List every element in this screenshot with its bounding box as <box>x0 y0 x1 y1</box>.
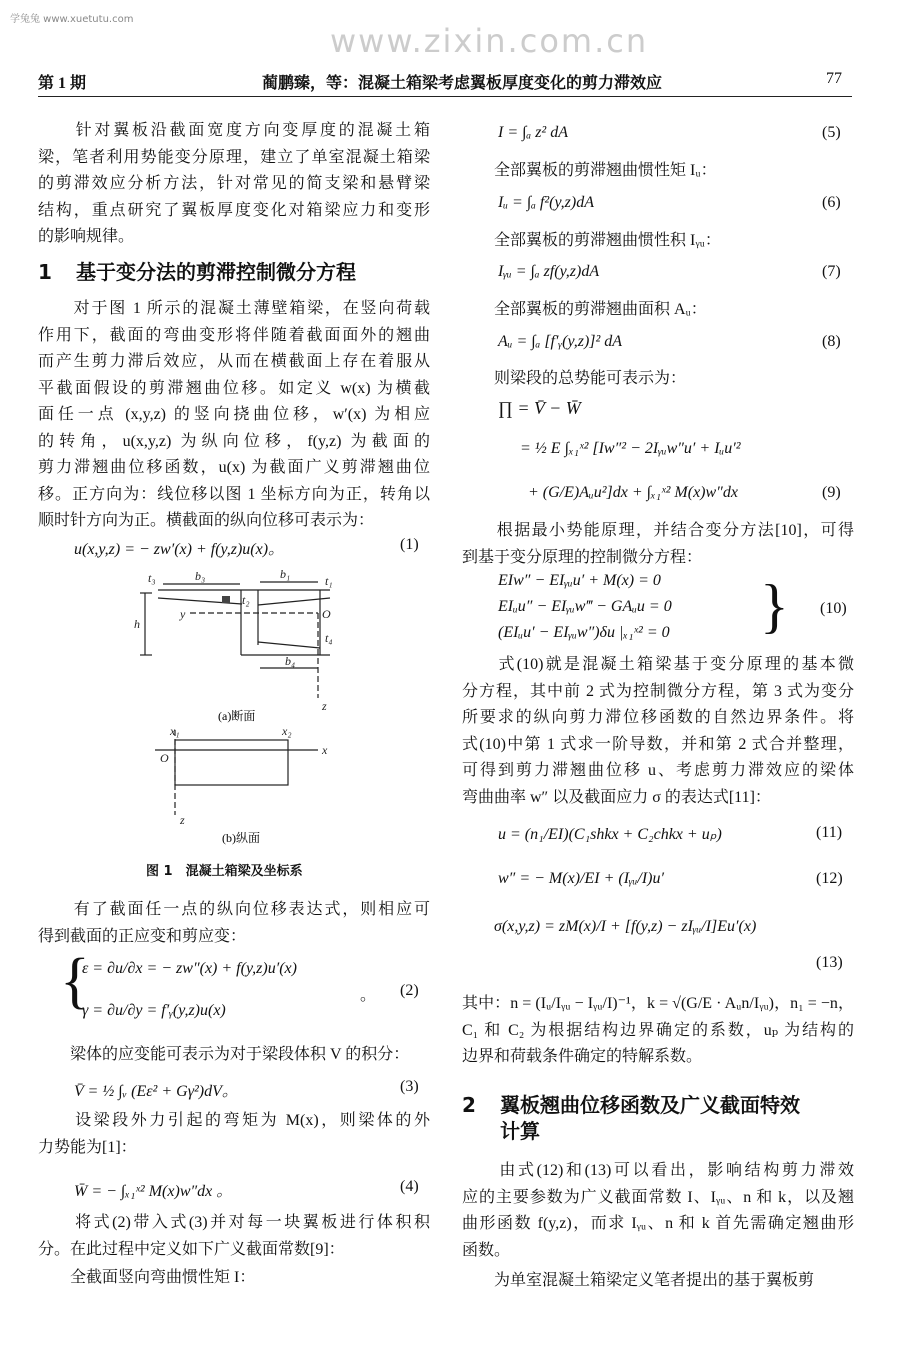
text-line: 分方程，其中前 2 式为控制微分方程，第 3 式为变分 <box>462 682 854 700</box>
subfigure-a-caption: (a)断面 <box>218 709 256 723</box>
text-line: 根据最小势能原理，并结合变分方法[10]，可得 <box>462 522 854 539</box>
label-x2: x₂ <box>282 724 292 738</box>
equation-12 <box>498 870 843 888</box>
label-t4: t₄ <box>325 631 333 645</box>
text-line: 应的主要参数为广义截面常数 I、Iᵧᵤ、n 和 k，以及翘 <box>462 1188 854 1206</box>
label-b3: b₃ <box>195 569 206 583</box>
section-2-heading <box>462 1092 800 1144</box>
equation-line: EIw″ − EIᵧᵤu′ + M(x) = 0 <box>498 572 661 589</box>
equation-expr: Aᵤ = ∫ₐ [f′ᵧ(y,z)]² dA <box>498 333 623 350</box>
equation-expr: V̄ = ½ ∫ᵥ (Eε² + Gγ²)dV。 <box>74 1083 238 1100</box>
equation-1 <box>74 536 419 559</box>
label-b1: b₁ <box>280 567 291 581</box>
paragraph <box>462 652 854 811</box>
equation-expr: I = ∫ₐ z² dA <box>498 124 568 141</box>
equation-6 <box>498 194 841 212</box>
text-line: 结构，重点研究了翼板厚度变化对箱梁应力和变形 <box>38 201 430 219</box>
page-number: 77 <box>826 70 842 87</box>
equation-number: (9) <box>822 484 841 501</box>
equation-number: (10) <box>820 600 847 617</box>
text-line: 梁体的应变能可表示为对于梁段体积 V 的积分： <box>38 1046 410 1063</box>
equation-8 <box>498 333 841 351</box>
text-line: 可得到剪力滞翘曲位移 u、考虑剪力滞效应的梁体 <box>462 762 854 779</box>
label-z-long: z <box>180 813 185 827</box>
text-line: 为单室混凝土箱梁定义笔者提出的基于翼板剪 <box>462 1272 815 1289</box>
equation-7 <box>498 263 841 281</box>
equation-number: (3) <box>400 1078 419 1095</box>
flange-element <box>222 596 230 603</box>
text-line: 弯曲曲率 w″ 以及截面应力 σ 的表达式[11]： <box>462 788 771 806</box>
text-line: 顺时针方向为正。横截面的纵向位移可表示为： <box>38 512 375 529</box>
text-line: 将式(2)带入式(3)并对每一块翼板进行体积积 <box>38 1214 430 1231</box>
equation-expr: w″ = − M(x)/EI + (Iᵧᵤ/I)u′ <box>498 870 664 887</box>
equation-line: = ½ E ∫ₓ₁ˣ² [Iw″² − 2Iᵧᵤw″u′ + Iᵤu′² <box>520 440 741 457</box>
section-1-heading <box>38 256 356 285</box>
text-line: 边界和荷载条件确定的特解系数。 <box>462 1048 703 1065</box>
equation-number: (13) <box>816 954 843 971</box>
equation-number: (2) <box>400 982 419 999</box>
text-line: 全截面竖向弯曲惯性矩 I： <box>38 1269 256 1286</box>
section-title: 翼板翘曲位移函数及广义截面特效 <box>500 1093 800 1117</box>
paragraph <box>462 1268 854 1295</box>
equation-number: (5) <box>822 124 841 141</box>
text-line: 其中：n = (Iᵤ/Iᵧᵤ − Iᵧᵤ/I)⁻¹，k = √(G/E · Aᵤn/Iᵧᵤ)，n₁ = −n， <box>462 995 854 1012</box>
text-line: 而产生剪力滞后效应，从而在横截面上存在着服从 <box>38 353 430 370</box>
label-t2: t₂ <box>242 593 250 607</box>
text-line: 梁，笔者利用势能变分原理，建立了单室混凝土箱梁 <box>38 148 430 166</box>
equation-expr: u = (n₁/EI)(C₁shkx + C₂chkx + uₚ) <box>498 826 722 843</box>
text-line: 由式(12)和(13)可以看出，影响结构剪力滞效 <box>462 1162 854 1179</box>
text-line: 曲形函数 f(y,z)，而求 Iᵧᵤ、n 和 k 首先需确定翘曲形 <box>462 1215 854 1232</box>
label-h: h <box>134 617 140 631</box>
equation-expr: Iᵧᵤ = ∫ₐ zf(y,z)dA <box>498 263 600 280</box>
text-line: C₁ 和 C₂ 为根据结构边界确定的系数，uₚ 为结构的 <box>462 1021 854 1039</box>
text-line: 全部翼板的剪滞翘曲惯性矩 Iᵤ： <box>462 162 717 179</box>
equation-expr: u(x,y,z) = − zw′(x) + f(y,z)u(x)。 <box>74 541 285 558</box>
text-line: 作用下，截面的弯曲变形将伴随着截面面外的翘曲 <box>38 326 430 344</box>
label-y: y <box>180 607 186 621</box>
equation-number: (7) <box>822 263 841 280</box>
issue-number: 第 1 期 <box>38 75 87 92</box>
text-line: 函数。 <box>462 1241 511 1259</box>
subfigure-b-caption: (b)纵面 <box>222 831 260 845</box>
header-rule <box>38 96 852 97</box>
paragraph <box>38 897 430 950</box>
equation-number: (1) <box>400 536 419 553</box>
equation-line: + (G/E)Aᵤu²]dx + ∫ₓ₁ˣ² M(x)w″dx <box>528 484 738 501</box>
equation-number: (8) <box>822 333 841 350</box>
text-line: 式(10)就是混凝土箱梁基于变分原理的基本微 <box>462 656 854 673</box>
text-line: 式(10)中第 1 式求一阶导数，并和第 2 式合并整理， <box>462 735 854 753</box>
equation-number: (4) <box>400 1178 419 1195</box>
paragraph <box>462 518 854 571</box>
label-b4: b₄ <box>285 654 296 668</box>
text-line: 设梁段外力引起的弯矩为 M(x)，则梁体的外 <box>38 1112 430 1129</box>
label-x1: x₁ <box>170 724 180 738</box>
equation-expr: Iᵤ = ∫ₐ f²(y,z)dA <box>498 194 594 211</box>
text-line: 全部翼板的剪滞翘曲惯性积 Iᵧᵤ： <box>462 232 721 249</box>
text-line: 到基于变分原理的控制微分方程： <box>462 548 703 566</box>
equation-11 <box>498 824 843 844</box>
equation-number: (11) <box>816 824 843 841</box>
label-x: x <box>322 743 328 757</box>
paragraph <box>38 1108 430 1161</box>
equation-4 <box>74 1178 419 1201</box>
label-o-long: O <box>160 751 169 765</box>
figure-1 <box>130 560 390 850</box>
running-title: 蔺鹏臻，等：混凝土箱梁考虑翼板厚度变化的剪力滞效应 <box>262 75 663 92</box>
section-number: 1 <box>38 260 52 284</box>
paragraph <box>38 1265 430 1292</box>
text-line: 得到截面的正应变和剪应变： <box>38 927 247 945</box>
label-z: z <box>322 699 327 713</box>
text-line: 移。正方向为：线位移以图 1 坐标方向为正，转角以 <box>38 485 430 503</box>
text-line: 剪力滞翘曲位移函数，u(x) 为截面广义剪滞翘曲位 <box>38 459 430 476</box>
section-title: 基于变分法的剪滞控制微分方程 <box>76 260 356 284</box>
paragraph <box>38 1042 430 1069</box>
text-line: 则梁段的总势能可表示为： <box>462 370 687 387</box>
text-line: 分。在此过程中定义如下广义截面常数[9]： <box>38 1240 345 1258</box>
text-line: 的影响规律。 <box>38 228 135 245</box>
label-t3: t₃ <box>148 571 156 585</box>
equation-number: (6) <box>822 194 841 211</box>
equation-line: ∏ = V̄ − W̄ <box>498 398 581 418</box>
paragraph <box>462 1158 854 1264</box>
text-line: 对于图 1 所示的混凝土薄壁箱梁，在竖向荷载 <box>38 300 430 317</box>
equation-expr: σ(x,y,z) = zM(x)/I + [f(y,z) − zIᵧᵤ/I]Eu′(x) <box>494 918 757 935</box>
equation-line: ε = ∂u/∂x = − zw″(x) + f(y,z)u′(x) <box>82 960 297 977</box>
equation-expr: W̄ = − ∫ₓ₁ˣ² M(x)w″dx 。 <box>74 1183 233 1200</box>
text-line: 有了截面任一点的纵向位移表达式，则相应可 <box>38 901 430 918</box>
equation-line: (EIᵤu′ − EIᵧᵤw″)δu |ₓ₁ˣ² = 0 <box>498 624 670 641</box>
equation-5 <box>498 124 841 142</box>
text-line: 的剪滞效应分析方法，针对常见的简支梁和悬臂梁 <box>38 175 430 192</box>
equation-line: EIᵤu″ − EIᵧᵤw‴ − GAᵤu = 0 <box>498 598 672 615</box>
intro-paragraph <box>38 118 430 251</box>
label-o: O <box>322 607 331 621</box>
equation-10: EIw″ − EIᵧᵤu′ + M(x) = 0 EIᵤu″ − EIᵧᵤw‴ − GAᵤu = 0 (EIᵤu′ − EIᵧᵤw″)δu |ₓ₁ˣ² = 0 } (10) <box>498 572 847 641</box>
equation-end: 。 <box>360 987 377 1004</box>
background-watermark: www.zixin.com.cn <box>330 22 649 60</box>
paragraph <box>38 1210 430 1263</box>
paragraph <box>462 228 854 255</box>
text-line: 面任一点 (x,y,z) 的竖向挠曲位移，w′(x) 为相应 <box>38 406 430 423</box>
text-line: 针对翼板沿截面宽度方向变厚度的混凝土箱 <box>38 122 430 139</box>
equation-3 <box>74 1078 419 1101</box>
text-line: 所要求的纵向剪力滞位移函数的自然边界条件。将 <box>462 709 854 726</box>
site-watermark: 学兔兔 www.xuetutu.com <box>10 14 134 25</box>
paragraph <box>462 158 854 185</box>
paragraph <box>462 297 854 324</box>
section-number: 2 <box>462 1093 476 1117</box>
figure-caption: 图 1 混凝土箱梁及坐标系 <box>146 864 303 879</box>
equation-number: (12) <box>816 870 843 887</box>
text-line: 力势能为[1]： <box>38 1138 137 1156</box>
paragraph <box>38 296 430 535</box>
text-line: 全部翼板的剪滞翘曲面积 Aᵤ： <box>462 301 707 318</box>
equation-9 <box>498 398 858 508</box>
cross-section-drawing <box>140 582 330 815</box>
label-t1: t₁ <box>325 574 333 588</box>
text-line: 的转角，u(x,y,z) 为纵向位移，f(y,z) 为截面的 <box>38 432 430 450</box>
equation-13 <box>494 918 843 971</box>
section-title-cont: 计算 <box>500 1119 540 1143</box>
paragraph <box>462 366 854 393</box>
paragraph <box>462 991 854 1071</box>
text-line: 平截面假设的剪滞翘曲位移。如定义 w(x) 为横截 <box>38 379 430 397</box>
equation-line: γ = ∂u/∂y = f′ᵧ(y,z)u(x) <box>82 1002 226 1019</box>
